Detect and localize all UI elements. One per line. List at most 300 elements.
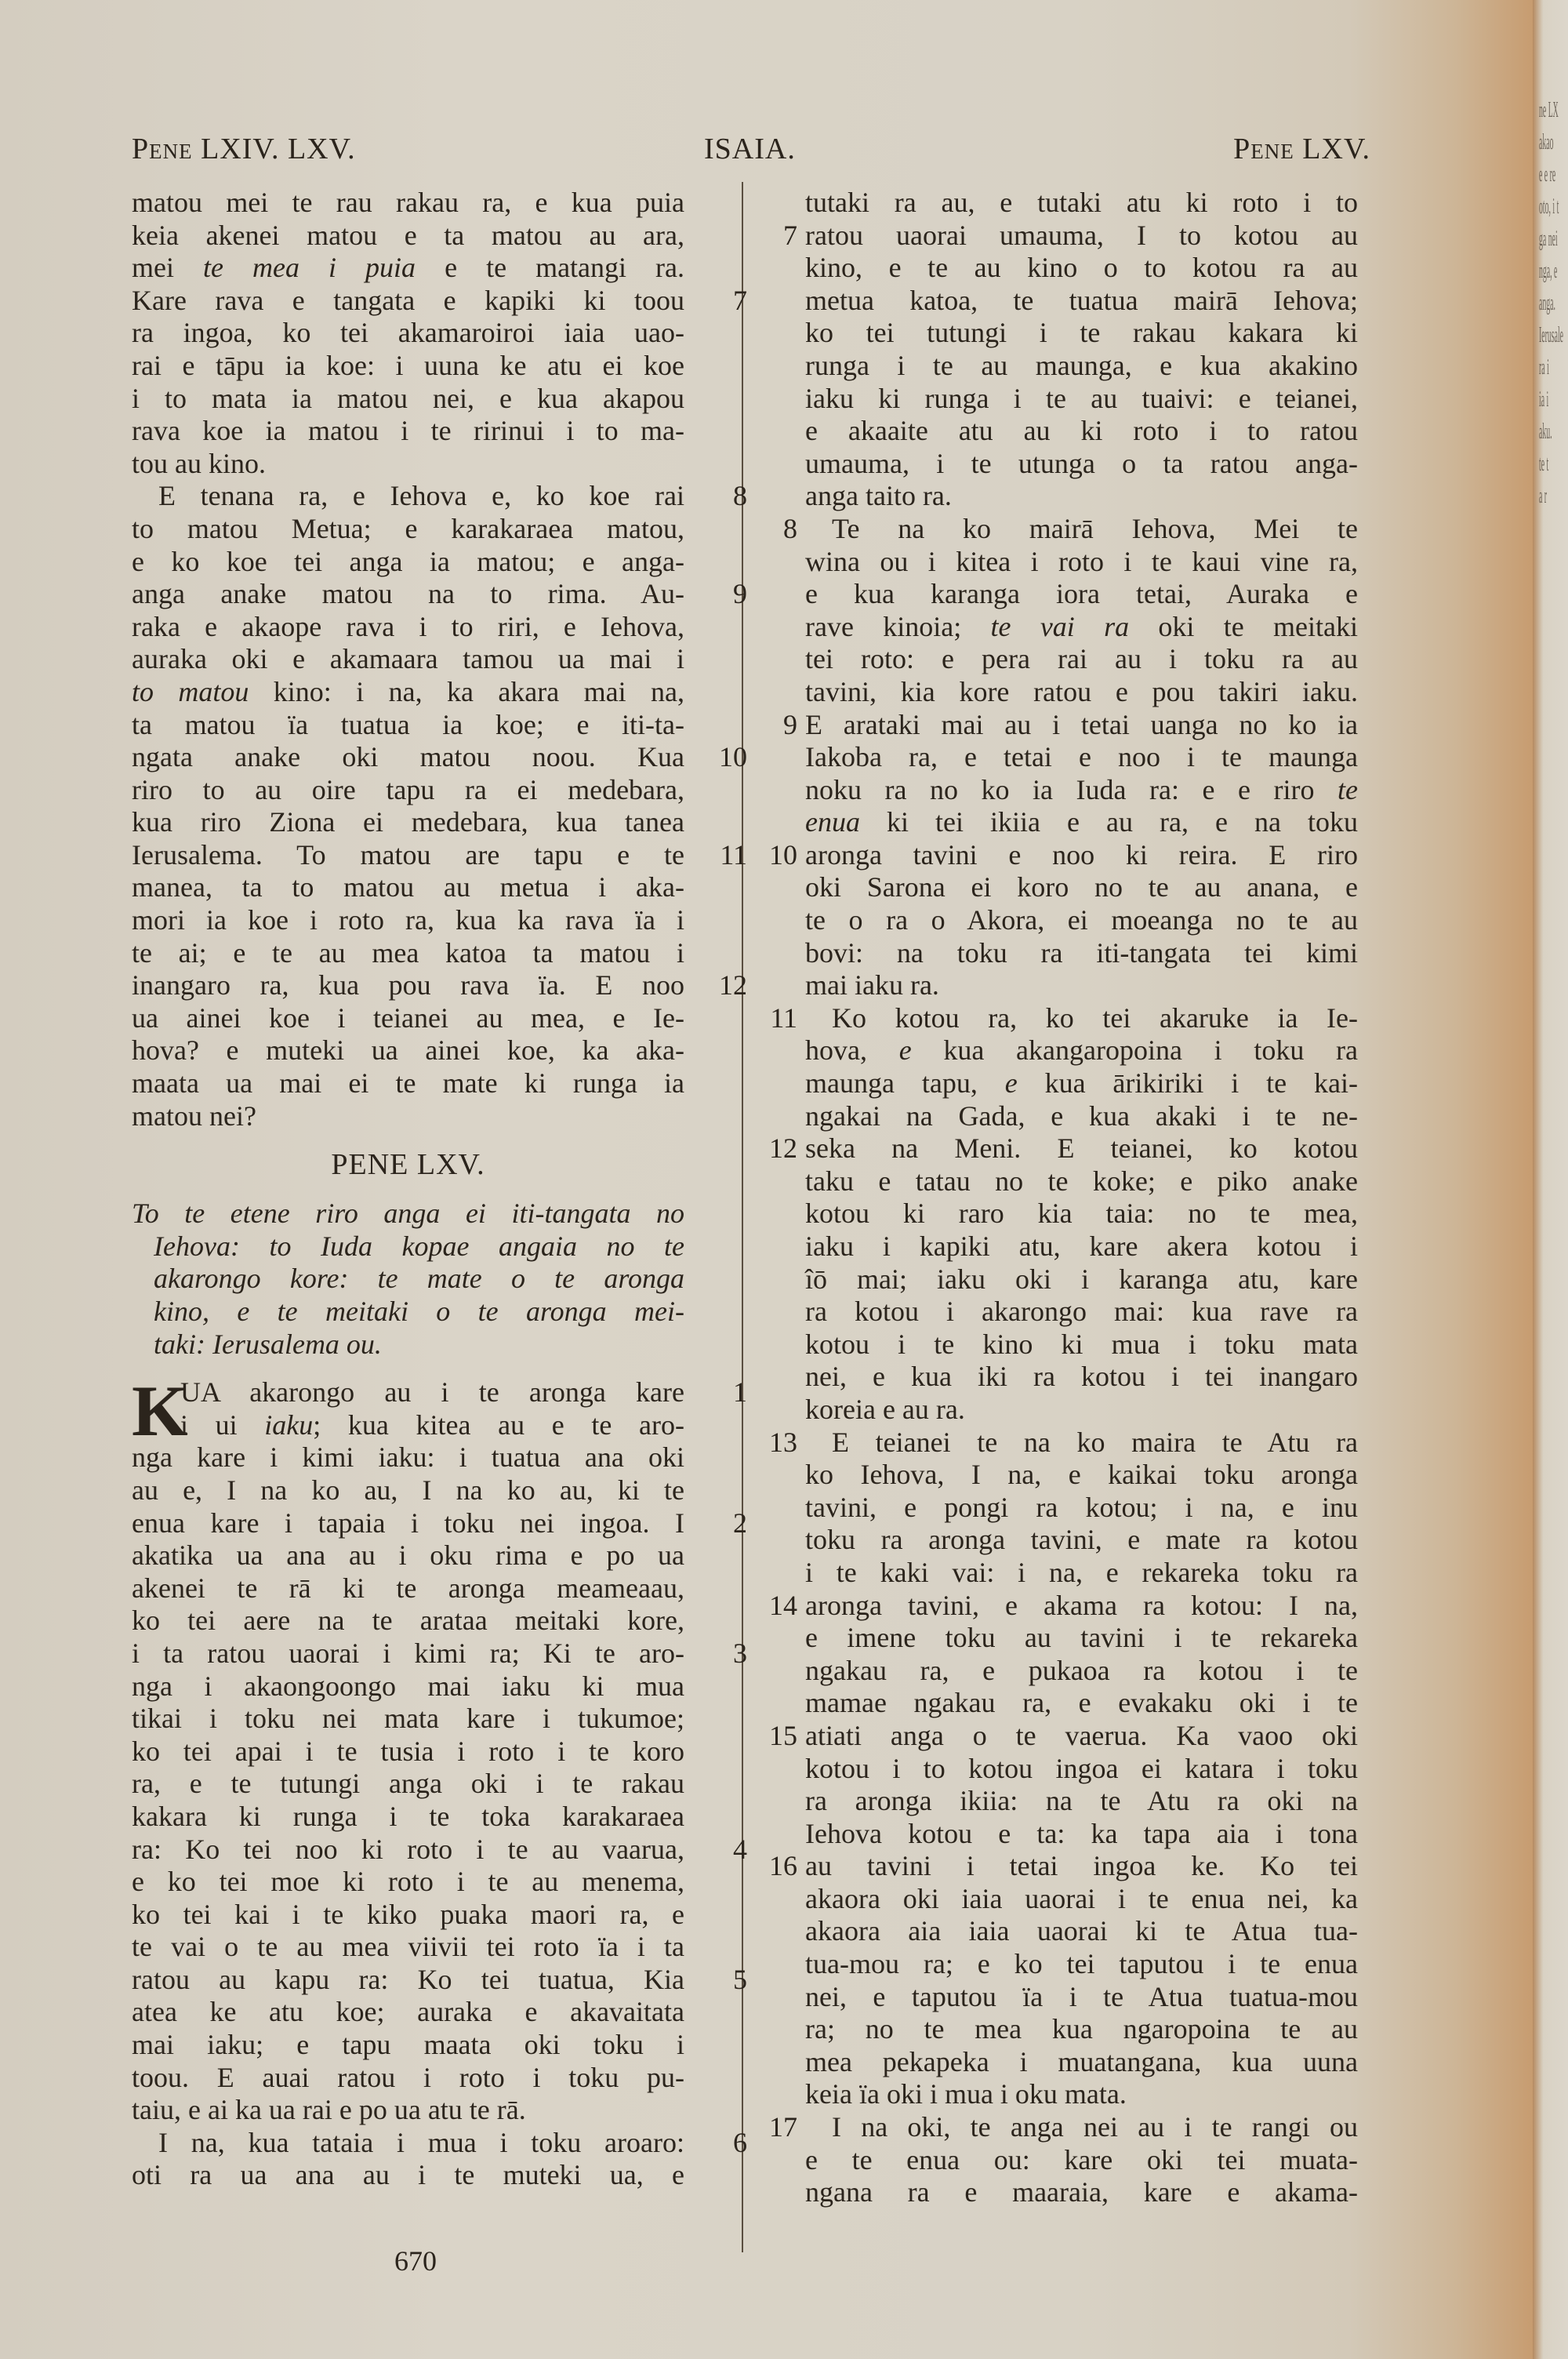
summary-line xyxy=(132,1296,751,1329)
text-line xyxy=(132,1034,751,1067)
line-text: oti ra ua ana au i te muteki ua, e xyxy=(132,2159,684,2191)
text-line xyxy=(764,578,1392,611)
text-line xyxy=(132,937,751,970)
left-column xyxy=(132,187,751,2192)
line-text-italic: enua xyxy=(805,806,860,838)
verse-number: 10 xyxy=(769,838,797,871)
text-line xyxy=(132,2029,751,2062)
running-head-right: Pene LXV. xyxy=(1233,133,1370,165)
text-line xyxy=(764,187,1392,220)
line-text: ua ainei koe i teianei au mea, e Ie- xyxy=(132,1001,684,1034)
text-line xyxy=(132,480,751,513)
text-line xyxy=(132,1931,751,1964)
text-line xyxy=(764,774,1392,807)
line-text-italic: te xyxy=(1338,773,1358,805)
text-line xyxy=(764,839,1392,872)
line-text-roman: kino: i na, ka akara mai na, xyxy=(249,675,684,707)
text-line xyxy=(132,1441,751,1474)
text-line xyxy=(764,1002,1392,1035)
text-line xyxy=(764,1687,1392,1720)
line-text: Kare rava e tangata e kapiki ki toou xyxy=(132,284,684,316)
line-text: ngakai na Gada, e kua akaki i te ne- xyxy=(805,1100,1358,1132)
text-line xyxy=(132,1605,751,1637)
line-text: iaku ki runga i te au tuaivi: e teianei, xyxy=(805,382,1358,414)
facing-page-fragment: a r xyxy=(1539,484,1548,508)
line-text-roman: maunga tapu, xyxy=(805,1067,1005,1100)
text-line xyxy=(132,774,751,807)
line-text: runga i te au maunga, e kua akakino xyxy=(805,349,1358,381)
facing-page-fragment: anga. xyxy=(1539,291,1555,315)
line-text: hova? e muteki ua ainei koe, ka aka- xyxy=(132,1034,684,1067)
line-text: ra ingoa, ko tei akamaroiroi iaia uao- xyxy=(132,317,684,349)
line-text: nga kare i kimi iaku: i tuatua ana oki xyxy=(132,1441,684,1474)
text-line xyxy=(132,1996,751,2029)
line-text: atiati anga o te vaerua. Ka vaoo oki xyxy=(805,1719,1358,1751)
page-number: 670 xyxy=(394,2245,437,2277)
text-line xyxy=(132,350,751,383)
line-text-roman: kua ārikiriki i te kai- xyxy=(1017,1067,1358,1100)
text-line xyxy=(132,839,751,872)
verse-number: 7 xyxy=(783,219,797,251)
line-text: e ko koe tei anga ia matou; e anga- xyxy=(132,545,684,577)
verse-number: 4 xyxy=(733,1833,747,1865)
line-text: ngana ra e maaraia, kare e akama- xyxy=(805,2176,1358,2208)
text-line xyxy=(132,709,751,742)
text-line xyxy=(132,1474,751,1507)
text-line xyxy=(132,1703,751,1736)
line-text: toku ra aronga tavini, e mate ra kotou xyxy=(805,1524,1358,1556)
text-line xyxy=(132,676,751,709)
line-text: e akaaite atu au ki roto i to ratou xyxy=(805,415,1358,447)
line-text-italic: e xyxy=(898,1034,912,1067)
line-text: Te na ko mairā Iehova, Mei te xyxy=(832,512,1358,544)
line-text xyxy=(805,1034,1358,1067)
facing-page-text xyxy=(1539,94,1564,512)
verse-number: 3 xyxy=(733,1637,747,1669)
text-line xyxy=(764,448,1392,481)
text-line xyxy=(764,1981,1392,2014)
line-text: metua katoa, te tuatua mairā Iehova; xyxy=(805,284,1358,316)
line-text: riro to au oire tapu ra ei medebara, xyxy=(132,773,684,805)
text-line xyxy=(132,1376,751,1409)
text-line xyxy=(764,611,1392,644)
text-line xyxy=(764,904,1392,937)
text-line xyxy=(764,676,1392,709)
text-line xyxy=(132,1834,751,1866)
line-text: îō mai; iaku oki i karanga atu, kare xyxy=(805,1263,1358,1295)
line-text: au tavini i tetai ingoa ke. Ko tei xyxy=(805,1850,1358,1882)
line-text: manea, ta to matou au metua i aka- xyxy=(132,871,684,903)
facing-page-fragment: ne LX xyxy=(1539,98,1559,122)
line-text: oki Sarona ei koro no te au anana, e xyxy=(805,871,1358,903)
facing-page-fragment: ra i xyxy=(1539,355,1549,380)
line-text: au e, I na ko au, I na ko au, ki te xyxy=(132,1474,684,1506)
line-text: akatika ua ana au i oku rima e po ua xyxy=(132,1539,684,1572)
line-text: i to mata ia matou nei, e kua akapou xyxy=(132,382,684,414)
text-line xyxy=(764,252,1392,285)
text-line xyxy=(764,871,1392,904)
line-text: kotou ki raro kia taia: no te mea, xyxy=(805,1198,1358,1230)
line-text: ngakau ra, e pukaoa ra kotou i te xyxy=(805,1654,1358,1686)
facing-page-fragment: oto, i t xyxy=(1539,194,1559,219)
verse-number: 12 xyxy=(769,1132,797,1165)
text-line xyxy=(132,317,751,350)
line-text: I na oki, te anga nei au i te rangi ou xyxy=(832,2111,1358,2143)
verse-number: 1 xyxy=(733,1376,747,1408)
text-line xyxy=(764,513,1392,546)
summary-line xyxy=(132,1230,751,1263)
text-line xyxy=(764,1100,1392,1133)
line-text-roman: oki te meitaki xyxy=(1129,610,1358,642)
chapter-verses xyxy=(132,1371,751,2192)
line-text: te vai o te au mea viivii tei roto ïa i ta xyxy=(132,1931,684,1963)
text-line xyxy=(764,2144,1392,2177)
verse-number: 8 xyxy=(783,512,797,544)
verse-number: 6 xyxy=(733,2126,747,2158)
text-line xyxy=(764,1492,1392,1525)
line-text xyxy=(805,774,1358,807)
text-line xyxy=(132,806,751,839)
text-line xyxy=(764,1753,1392,1786)
text-line xyxy=(132,448,751,481)
facing-page-fragment: nga, e xyxy=(1539,259,1558,283)
text-line xyxy=(764,1361,1392,1394)
text-line xyxy=(132,2062,751,2095)
text-line xyxy=(132,904,751,937)
line-text-roman: rave kinoia; xyxy=(805,610,991,642)
text-line xyxy=(764,1067,1392,1100)
text-line xyxy=(764,415,1392,448)
text-line xyxy=(132,969,751,1002)
text-line xyxy=(764,1524,1392,1557)
line-text: atea ke atu koe; auraka e akavaitata xyxy=(132,1996,684,2028)
text-line xyxy=(764,1622,1392,1655)
text-line xyxy=(132,1539,751,1572)
verse-number: 13 xyxy=(769,1426,797,1458)
running-head xyxy=(132,132,1370,171)
summary-text: To te etene riro anga ei iti-tangata no xyxy=(132,1198,684,1230)
line-text: koreia e au ra. xyxy=(805,1393,965,1425)
text-line xyxy=(132,415,751,448)
line-text: Ierusalema. To matou are tapu e te xyxy=(132,838,684,871)
text-line xyxy=(132,285,751,318)
line-text-roman: e te matangi ra. xyxy=(416,252,685,284)
text-line xyxy=(132,2094,751,2127)
line-text: anga taito ra. xyxy=(805,480,952,512)
line-text xyxy=(132,676,684,709)
line-text: tou au kino. xyxy=(132,447,266,479)
line-text: Iehova kotou e ta: ka tapa aia i tona xyxy=(805,1817,1358,1849)
line-text: ko tei kai i te kiko puaka maori ra, e xyxy=(132,1898,684,1930)
line-text: keia akenei matou e ta matou au ara, xyxy=(132,219,684,251)
summary-line xyxy=(132,1263,751,1296)
text-line xyxy=(764,1590,1392,1623)
text-line xyxy=(132,1002,751,1035)
text-line xyxy=(764,1850,1392,1883)
text-line xyxy=(764,1165,1392,1198)
verse-number: 7 xyxy=(733,284,747,316)
line-text: E tenana ra, e Iehova e, ko koe rai xyxy=(158,480,684,512)
line-text: ratou au kapu ra: Ko tei tuatua, Kia xyxy=(132,1963,684,1995)
line-text: e ko tei moe ki roto i te au menema, xyxy=(132,1866,684,1898)
line-text: kino, e te au kino o to kotou ra au xyxy=(805,252,1358,284)
line-text: auraka oki e akamaara tamou ua mai i xyxy=(132,643,684,675)
summary-line xyxy=(132,1198,751,1230)
line-text: nei, e kua iki ra kotou i tei inangaro xyxy=(805,1361,1358,1393)
text-line xyxy=(132,1670,751,1703)
text-line xyxy=(764,2111,1392,2144)
line-text-roman: kua akangaropoina i toku ra xyxy=(911,1034,1359,1067)
line-text: kotou i to kotou ingoa ei katara i toku xyxy=(805,1752,1358,1784)
line-text: aronga tavini e noo ki reira. E riro xyxy=(805,838,1358,871)
right-column xyxy=(764,187,1392,2209)
line-text: anga anake matou na to rima. Au- xyxy=(132,578,684,610)
text-line xyxy=(764,643,1392,676)
text-line xyxy=(764,350,1392,383)
line-text xyxy=(805,1067,1358,1100)
line-text: toou. E auai ratou i roto i toku pu- xyxy=(132,2061,684,2093)
summary-text: kino, e te meitaki o te aronga mei- xyxy=(154,1296,684,1327)
text-line xyxy=(764,709,1392,742)
line-text: raka e akaope rava i to riri, e Iehova, xyxy=(132,610,684,642)
text-line xyxy=(764,1329,1392,1361)
text-line xyxy=(764,1655,1392,1688)
text-line xyxy=(132,1409,751,1442)
summary-text: taki: Ierusalema ou. xyxy=(154,1328,382,1360)
facing-page-fragment: akao xyxy=(1539,130,1554,154)
line-text: tua-mou ra; e ko tei taputou i te enua xyxy=(805,1948,1358,1980)
text-line xyxy=(764,937,1392,970)
line-text-roman: ; kua kitea au e te aro- xyxy=(313,1408,684,1441)
text-line xyxy=(764,2046,1392,2079)
verse-number: 12 xyxy=(719,969,747,1001)
line-text: ratou uaorai umauma, I to kotou au xyxy=(805,219,1358,251)
text-line xyxy=(132,643,751,676)
verse-number: 2 xyxy=(733,1507,747,1539)
facing-page-fragment: te t xyxy=(1539,452,1549,476)
line-text: ra kotou i akarongo mai: kua rave ra xyxy=(805,1296,1358,1328)
line-text: tikai i toku nei mata kare i tukumoe; xyxy=(132,1703,684,1735)
chapter-summary xyxy=(132,1198,751,1361)
text-line xyxy=(132,1899,751,1932)
text-line xyxy=(132,1964,751,1997)
line-text: ngata anake oki matou noou. Kua xyxy=(132,741,684,773)
text-line xyxy=(764,1459,1392,1492)
line-text: to matou Metua; e karakaraea matou, xyxy=(132,512,684,544)
verse-number: 9 xyxy=(783,708,797,740)
line-text: tavini, e pongi ra kotou; i na, e inu xyxy=(805,1491,1358,1523)
line-text-roman: i ui xyxy=(180,1408,265,1441)
line-text-roman: mei xyxy=(132,252,204,284)
facing-page-fragment: ia i xyxy=(1539,387,1549,412)
text-line xyxy=(764,1883,1392,1916)
facing-page-fragment: aku. xyxy=(1539,420,1552,444)
line-text xyxy=(132,1376,684,1409)
verse-number: 10 xyxy=(719,741,747,773)
line-text xyxy=(132,252,684,285)
text-line xyxy=(132,1866,751,1899)
text-line xyxy=(132,1100,751,1133)
facing-page-fragment: Ierusale xyxy=(1539,323,1564,347)
line-text-italic: iaku xyxy=(264,1408,314,1441)
text-line xyxy=(764,2176,1392,2209)
text-line xyxy=(764,1230,1392,1263)
line-text: rava koe ia matou i te ririnui i to ma- xyxy=(132,415,684,447)
line-text: taiu, e ai ka ua rai e po ua atu te rā. xyxy=(132,2094,526,2126)
line-text: maata ua mai ei te mate ki runga ia xyxy=(132,1067,684,1100)
text-line xyxy=(132,741,751,774)
line-text: ko tei aere na te arataa meitaki kore, xyxy=(132,1605,684,1637)
text-line xyxy=(764,546,1392,579)
verse-number: 16 xyxy=(769,1850,797,1882)
line-text: keia ïa oki i mua i oku mata. xyxy=(805,2078,1127,2110)
line-text xyxy=(805,611,1358,644)
line-text: ra, e te tutungi anga oki i te rakau xyxy=(132,1768,684,1800)
line-text: i te kaki vai: i na, e rekareka toku ra xyxy=(805,1556,1358,1588)
line-text-italic: e xyxy=(1004,1067,1018,1100)
line-text: kakara ki runga i te toka karakaraea xyxy=(132,1800,684,1832)
text-line xyxy=(132,2159,751,2192)
text-line xyxy=(132,513,751,546)
text-line xyxy=(764,1818,1392,1851)
line-text: akenei te rā ki te aronga meameaau, xyxy=(132,1572,684,1604)
verse-number: 9 xyxy=(733,578,747,610)
text-line xyxy=(132,1637,751,1670)
line-text: kotou i te kino ki mua i toku mata xyxy=(805,1328,1358,1360)
verse-number: 14 xyxy=(769,1589,797,1621)
text-line xyxy=(764,741,1392,774)
line-text: ra; no te mea kua ngaropoina te au xyxy=(805,2013,1358,2045)
line-text: te ai; e te au mea katoa ta matou i xyxy=(132,936,684,969)
text-line xyxy=(764,1785,1392,1818)
line-text: ta matou ïa tuatua ia koe; e iti-ta- xyxy=(132,708,684,740)
text-line xyxy=(132,871,751,904)
line-text: aronga tavini, e akama ra kotou: I na, xyxy=(805,1589,1358,1621)
line-text: matou mei te rau rakau ra, e kua puia xyxy=(132,187,684,218)
text-line xyxy=(764,1948,1392,1981)
line-text: mai iaku; e tapu maata oki toku i xyxy=(132,2029,684,2061)
line-text: E arataki mai au i tetai uanga no ko ia xyxy=(805,708,1358,740)
summary-line xyxy=(132,1329,751,1361)
text-line xyxy=(764,480,1392,513)
verse-number: 11 xyxy=(770,1001,797,1034)
summary-text: akarongo kore: te mate o te aronga xyxy=(154,1263,684,1295)
line-text: mamae ngakau ra, e evakaku oki i te xyxy=(805,1687,1358,1719)
line-text-italic: te mea i puia xyxy=(203,252,416,284)
text-line xyxy=(764,806,1392,839)
line-text: E teianei te na ko maira te Atu ra xyxy=(832,1426,1358,1458)
line-text: wina ou i kitea i roto i te kaui vine ra, xyxy=(805,545,1358,577)
text-line xyxy=(132,1067,751,1100)
line-text: ko tei apai i te tusia i roto i te koro xyxy=(132,1735,684,1767)
line-text-roman: UA akarongo au i te aronga kare xyxy=(180,1376,684,1408)
verse-number: 15 xyxy=(769,1719,797,1751)
line-text: tei roto: e pera rai au i toku ra au xyxy=(805,643,1358,675)
text-line xyxy=(132,1507,751,1540)
line-text: seka na Meni. E teianei, ko kotou xyxy=(805,1132,1358,1165)
facing-page-edge xyxy=(1533,0,1568,2359)
line-text: nei, e taputou ïa i te Atua tuatua-mou xyxy=(805,1980,1358,2012)
text-line xyxy=(764,969,1392,1002)
text-line xyxy=(764,1296,1392,1329)
line-text-roman: hova, xyxy=(805,1034,899,1067)
text-line xyxy=(132,383,751,416)
text-line xyxy=(764,1198,1392,1230)
verse-number: 11 xyxy=(720,838,747,871)
line-text-italic: te vai ra xyxy=(990,610,1130,642)
text-line xyxy=(132,1801,751,1834)
text-line xyxy=(132,1736,751,1768)
text-line xyxy=(132,611,751,644)
line-text: Ko kotou ra, ko tei akaruke ia Ie- xyxy=(832,1001,1358,1034)
line-text: ra aronga ikiia: na te Atu ra oki na xyxy=(805,1785,1358,1817)
line-text-roman: ki tei ikiia e au ra, e na toku xyxy=(859,806,1358,838)
line-text: I na, kua tataia i mua i toku aroaro: xyxy=(158,2126,684,2158)
text-line xyxy=(764,1034,1392,1067)
line-text: tavini, kia kore ratou e pou takiri iaku. xyxy=(805,675,1358,707)
line-text xyxy=(805,806,1358,839)
verse-number: 8 xyxy=(733,480,747,512)
chapter-title: PENE LXV. xyxy=(331,1148,485,1182)
text-line xyxy=(764,1427,1392,1459)
text-line xyxy=(132,1572,751,1605)
line-text: e kua karanga iora tetai, Auraka e xyxy=(805,578,1358,610)
line-text: e imene toku au tavini i te rekareka xyxy=(805,1622,1358,1654)
line-text: Iakoba ra, e tetai e noo i te maunga xyxy=(805,741,1358,773)
line-text: taku e tatau no te koke; e piko anake xyxy=(805,1165,1358,1197)
line-text: e te enua ou: kare oki tei muata- xyxy=(805,2143,1358,2175)
line-text: rai e tāpu ia koe: i uuna ke atu ei koe xyxy=(132,349,684,381)
verse-number: 17 xyxy=(769,2111,797,2143)
text-line xyxy=(764,1263,1392,1296)
text-line xyxy=(132,220,751,253)
text-line xyxy=(132,546,751,579)
line-text: enua kare i tapaia i toku nei ingoa. I xyxy=(132,1507,684,1539)
text-line xyxy=(764,2078,1392,2111)
text-line xyxy=(132,2127,751,2160)
text-line xyxy=(764,220,1392,253)
text-line xyxy=(764,2013,1392,2046)
line-text: ko tei tutungi i te rakau kakara ki xyxy=(805,317,1358,349)
line-text: mori ia koe i roto ra, kua ka rava ïa i xyxy=(132,904,684,936)
line-text xyxy=(132,1409,684,1442)
line-text: akaora aia iaia uaorai ki te Atua tua- xyxy=(805,1915,1358,1947)
running-head-left: Pene LXIV. LXV. xyxy=(132,133,356,165)
text-line xyxy=(764,1557,1392,1590)
line-text: iaku i kapiki atu, kare akera kotou i xyxy=(805,1230,1358,1262)
text-line xyxy=(764,1720,1392,1753)
text-line xyxy=(132,252,751,285)
line-text: umauma, i te utunga o ta ratou anga- xyxy=(805,447,1358,479)
line-text: mai iaku ra. xyxy=(805,969,939,1001)
line-text: bovi: na toku ra iti-tangata tei kimi xyxy=(805,936,1358,969)
line-text-roman: noku ra no ko ia Iuda ra: e e riro xyxy=(805,773,1338,805)
line-text: mea pekapeka i muatangana, kua uuna xyxy=(805,2045,1358,2077)
text-line xyxy=(764,1915,1392,1948)
text-line xyxy=(764,317,1392,350)
line-text: kua riro Ziona ei medebara, kua tanea xyxy=(132,806,684,838)
text-line xyxy=(764,383,1392,416)
line-text: ko Iehova, I na, e kaikai toku aronga xyxy=(805,1459,1358,1491)
line-text-italic: to matou xyxy=(132,675,249,707)
line-text: i ta ratou uaorai i kimi ra; Ki te aro- xyxy=(132,1637,684,1669)
left-column-verses xyxy=(132,187,751,1132)
line-text: tutaki ra au, e tutaki atu ki roto i to xyxy=(805,187,1358,218)
line-text: inangaro ra, kua pou rava ïa. E noo xyxy=(132,969,684,1001)
line-text: nga i akaongoongo mai iaku ki mua xyxy=(132,1670,684,1702)
text-line xyxy=(132,1768,751,1801)
line-text: ra: Ko tei noo ki roto i te au vaarua, xyxy=(132,1833,684,1865)
